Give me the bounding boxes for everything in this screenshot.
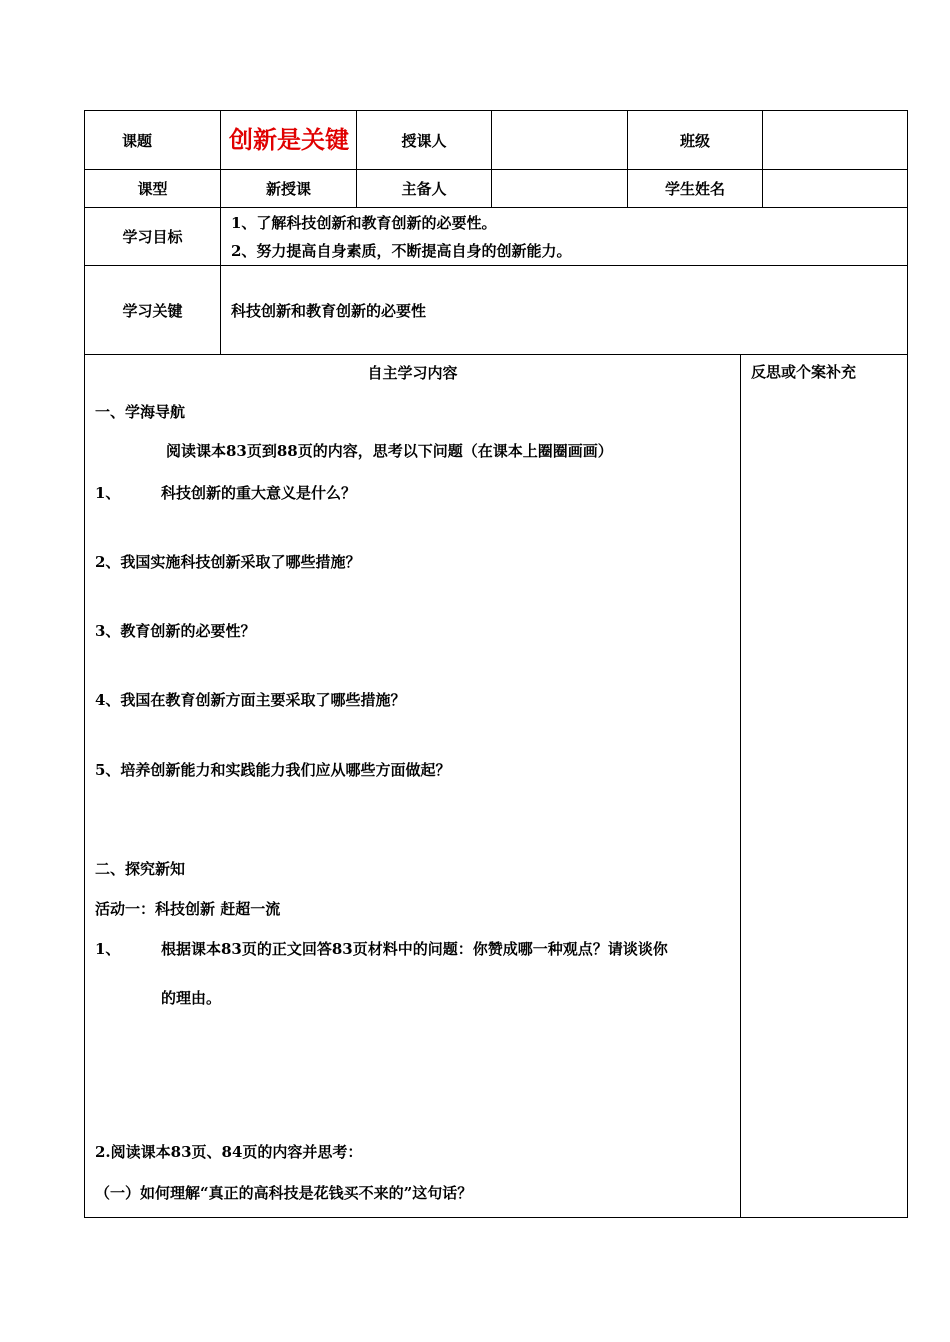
- activity-title: 活动一：科技创新 赶超一流: [95, 900, 281, 918]
- question: 根据课本83页的正文回答83页材料中的问题：你赞成哪一种观点？请谈谈你: [161, 940, 668, 958]
- section-title: 一、学海导航: [95, 403, 186, 421]
- class-value[interactable]: [763, 111, 907, 169]
- goal-item: 1、了解科技创新和教育创新的必要性。: [231, 214, 497, 232]
- question-continuation: 的理由。: [161, 989, 222, 1007]
- teacher-value[interactable]: [492, 111, 627, 169]
- lesson-plan-table: [84, 110, 908, 1218]
- question-number: 1、: [95, 940, 121, 958]
- section-title: 二、探究新知: [95, 860, 186, 878]
- content-heading: 自主学习内容: [367, 363, 458, 382]
- type-value: 新授课: [265, 180, 311, 198]
- student-value[interactable]: [763, 170, 907, 207]
- preparer-value[interactable]: [492, 170, 627, 207]
- col-divider: [220, 207, 221, 354]
- side-heading: 反思或个案补充: [751, 363, 857, 381]
- question: 4、我国在教育创新方面主要采取了哪些措施？: [95, 691, 406, 709]
- goal-item: 2、努力提高自身素质，不断提高自身的创新能力。: [231, 242, 572, 260]
- class-label: 班级: [679, 131, 710, 150]
- col-divider: [740, 354, 741, 1218]
- goals-label: 学习目标: [122, 228, 183, 246]
- question: 2.阅读课本83页、84页的内容并思考：: [95, 1143, 363, 1161]
- question: 3、教育创新的必要性？: [95, 622, 256, 640]
- teacher-label: 授课人: [401, 131, 447, 150]
- section-intro: 阅读课本83页到88页的内容，思考以下问题（在课本上圈圈画画）: [166, 442, 613, 460]
- row-divider: [85, 354, 907, 355]
- question: 科技创新的重大意义是什么？: [161, 484, 357, 502]
- key-label: 学习关键: [122, 301, 183, 320]
- topic-title: 创新是关键: [229, 125, 349, 154]
- key-value: 科技创新和教育创新的必要性: [231, 301, 427, 320]
- question: 5、培养创新能力和实践能力我们应从哪些方面做起？: [95, 761, 451, 779]
- student-label: 学生姓名: [664, 180, 725, 198]
- preparer-label: 主备人: [401, 180, 447, 198]
- sub-question: （一）如何理解“真正的高科技是花钱买不来的”这句话？: [95, 1184, 473, 1202]
- type-label: 课型: [137, 180, 168, 198]
- question-number: 1、: [95, 484, 121, 502]
- topic-label: 课题: [121, 131, 152, 150]
- question: 2、我国实施科技创新采取了哪些措施？: [95, 553, 361, 571]
